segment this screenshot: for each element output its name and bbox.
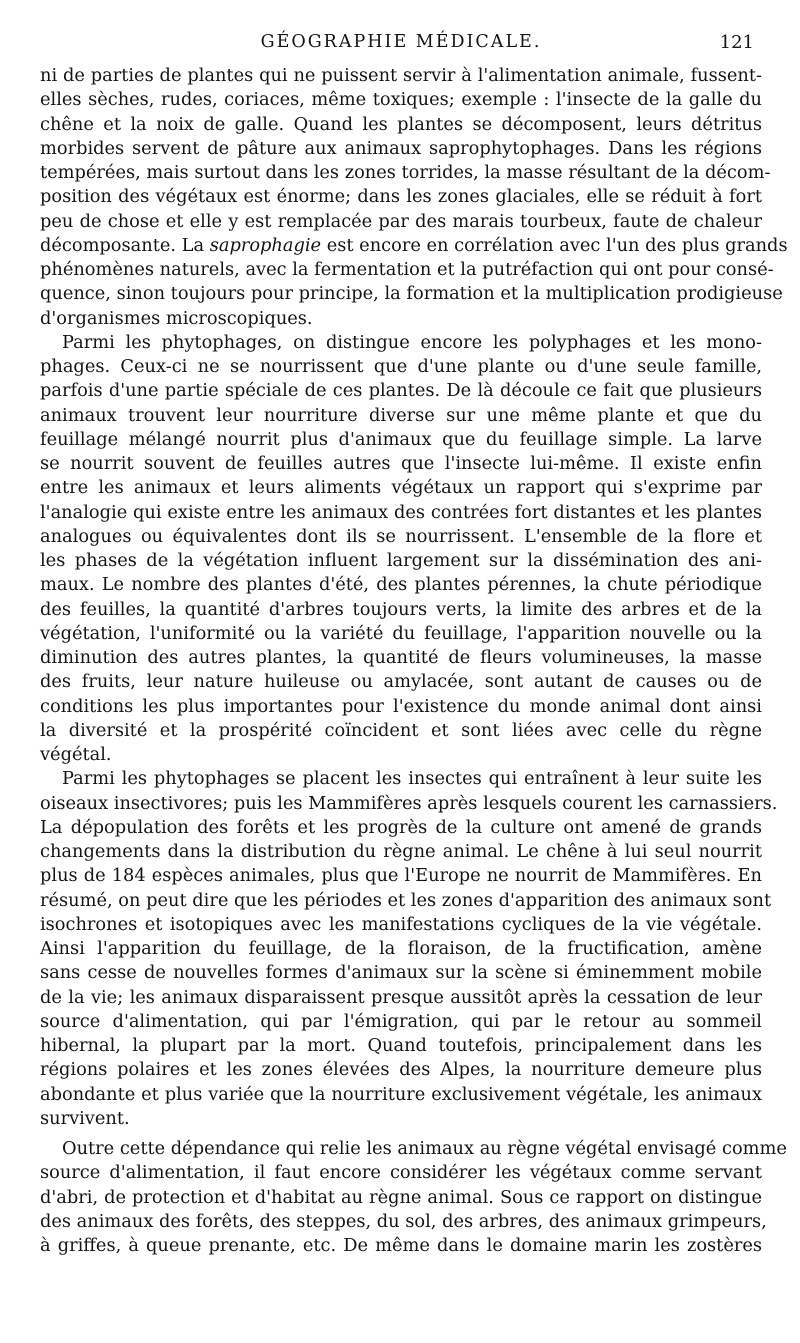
- body-text: [40, 64, 788, 1258]
- text-line: abondante et plus variée que la nourriture exclusivement végétale, les animaux: [40, 1083, 762, 1105]
- text-line: phénomènes naturels, avec la fermentation et la putréfaction qui ont pour consé-: [40, 259, 774, 280]
- text-line: les phases de la végétation influent largement sur la dissémination des ani-: [40, 550, 762, 571]
- running-head: [40, 26, 762, 64]
- text-line: Outre cette dépendance qui relie les animaux au règne végétal envisagé comme: [62, 1138, 787, 1159]
- text-line: résumé, on peut dire que les périodes et les zones d'apparition des animaux sont: [40, 889, 772, 911]
- page-number: 121: [719, 32, 754, 53]
- text-line: sans cesse de nouvelles formes d'animaux sur la scène si éminemment mobile: [40, 962, 762, 984]
- text-line: isochrones et isotopiques avec les manifestations cycliques de la vie végétale.: [40, 913, 762, 935]
- text-line: entre les animaux et leurs aliments végétaux un rapport qui s'exprime par: [40, 477, 762, 499]
- text-line: hibernal, la plupart par la mort. Quand toutefois, principalement dans les: [40, 1035, 762, 1056]
- text-line: des fruits, leur nature huileuse ou amylacée, sont autant de causes ou de: [40, 671, 762, 693]
- text-line: des animaux des forêts, des steppes, du sol, des arbres, des animaux grimpeurs,: [40, 1210, 767, 1232]
- text-line: Parmi les phytophages se placent les insectes qui entraînent à leur suite les: [62, 768, 762, 790]
- text-line: maux. Le nombre des plantes d'été, des plantes pérennes, la chute périodique: [40, 574, 762, 596]
- text-line: d'abri, de protection et d'habitat au règne animal. Sous ce rapport on distingue: [40, 1186, 762, 1208]
- text-line: analogues ou équivalentes dont ils se nourrissent. L'ensemble de la flore et: [40, 525, 762, 547]
- text-line: de la vie; les animaux disparaissent presque aussitôt après la cessation de leur: [40, 986, 762, 1008]
- text-line: chêne et la noix de galle. Quand les plantes se décomposent, leurs détritus: [40, 113, 762, 135]
- text-line: à griffes, à queue prenante, etc. De même dans le domaine marin les zostères: [40, 1235, 762, 1256]
- text-line: source d'alimentation, qui par l'émigration, qui par le retour au sommeil: [40, 1010, 762, 1032]
- text-line: se nourrit souvent de feuilles autres que l'insecte lui-même. Il existe enfin: [40, 453, 762, 474]
- text-line: oiseaux insectivores; puis les Mammifères après lesquels courent les carnassiers.: [40, 792, 778, 814]
- text-line: quence, sinon toujours pour principe, la formation et la multiplication prodigieuse: [40, 283, 783, 305]
- text-line: parfois d'une partie spéciale de ces plantes. De là découle ce fait que plusieurs: [40, 380, 762, 402]
- text-line: l'analogie qui existe entre les animaux des contrées fort distantes et les plantes: [40, 501, 762, 523]
- text-line: La dépopulation des forêts et les progrès de la culture ont amené de grands: [40, 816, 762, 838]
- text-line: ni de parties de plantes qui ne puissent servir à l'alimentation animale, fussent-: [40, 65, 762, 86]
- text-line: tempérées, mais surtout dans les zones torrides, la masse résultant de la décom-: [40, 162, 771, 183]
- text-line: Ainsi l'apparition du feuillage, de la floraison, de la fructification, amène: [40, 938, 762, 959]
- text-line: végétal.: [40, 744, 112, 765]
- emphasized-term: saprophagie: [209, 234, 322, 256]
- text-line: changements dans la distribution du règne animal. Le chêne à lui seul nourrit: [40, 841, 762, 862]
- text-line: morbides servent de pâture aux animaux saprophytophages. Dans les régions: [40, 137, 762, 159]
- text-line: animaux trouvent leur nourriture diverse sur une même plante et que du: [40, 404, 762, 426]
- paragraph-3: [40, 767, 778, 1131]
- text-line: d'organismes microscopiques.: [40, 307, 313, 329]
- text-line: position des végétaux est énorme; dans les zones glaciales, elle se réduit à fort: [40, 186, 762, 208]
- paragraph-2: [40, 331, 762, 768]
- paragraph-4: [40, 1137, 787, 1258]
- text-line: décomposante. La saprophagie est encore en corrélation avec l'un des plus grands: [40, 234, 788, 256]
- running-title: GÉOGRAPHIE MÉDICALE.: [260, 32, 542, 52]
- text-line: elles sèches, rudes, coriaces, même toxiques; exemple : l'insecte de la galle du: [40, 89, 762, 111]
- text-line: végétation, l'uniformité ou la variété du feuillage, l'apparition nouvelle ou la: [40, 622, 762, 644]
- text-line: des feuilles, la quantité d'arbres toujours verts, la limite des arbres et de la: [40, 598, 762, 620]
- text-line: diminution des autres plantes, la quantité de fleurs volumineuses, la masse: [40, 647, 762, 668]
- text-line: conditions les plus importantes pour l'existence du monde animal dont ainsi: [40, 695, 762, 717]
- text-line: plus de 184 espèces animales, plus que l'Europe ne nourrit de Mammifères. En: [40, 865, 762, 887]
- paragraph-1: [40, 64, 788, 331]
- text-line: source d'alimentation, il faut encore considérer les végétaux comme servant: [40, 1162, 762, 1184]
- text-line: peu de chose et elle y est remplacée par des marais tourbeux, faute de chaleur: [40, 210, 762, 232]
- text-line: la diversité et la prospérité coïncident et sont liées avec celle du règne: [40, 719, 762, 741]
- text-line: Parmi les phytophages, on distingue encore les polyphages et les mono-: [62, 331, 762, 353]
- text-line: phages. Ceux-ci ne se nourrissent que d'une plante ou d'une seule famille,: [40, 356, 762, 377]
- text-line: survivent.: [40, 1107, 130, 1129]
- text-line: régions polaires et les zones élevées des Alpes, la nourriture demeure plus: [40, 1059, 762, 1081]
- text-line: feuillage mélangé nourrit plus d'animaux que du feuillage simple. La larve: [40, 428, 762, 450]
